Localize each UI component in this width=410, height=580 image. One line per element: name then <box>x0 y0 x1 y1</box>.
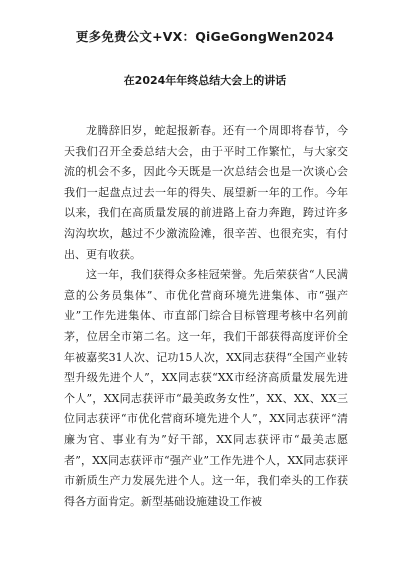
paragraph-opening: 龙腾辞旧岁，蛇起报新春。还有一个周即将春节，今天我们召开全委总结大会，由于平时工作繁忙，与大家交流的机会不多，因此今天既是一次总结会也是一次谈心会我们一起盘点过去一年的得失、展望新一年的工作。今年以来，我们在高质量发展的前进路上奋力奔跑，跨过许多沟沟坎坎，越过不少激流险滩，很辛苦、也很充实，有付出、更有收获。 <box>64 124 348 261</box>
document-body <box>64 121 348 512</box>
promo-header: 更多免费公文+VX：QiGeGongWen2024 <box>75 29 335 44</box>
document-title: 在2024年年终总结大会上的讲话 <box>123 74 287 87</box>
paragraph-achievements: 这一年，我们获得众多桂冠荣誉。先后荣获省“人民满意的公务员集体”、市优化营商环境先进集体、市“强产业”工作先进集体、市直部门综合目标管理考核中名列前茅，位居全市第二名。这一年，我们干部获得高度评价全年被嘉奖31人次、记功15人次，XX同志获得“全国产业转型升级先进个人”，XX同志获“XX市经济高质量发展先进个人”，XX同志获评市“最美政务女性”，XX、XX、XX三位同志获评“市优化营商环境先进个人”，XX同志获评“清廉为官、事业有为”好干部，XX同志获评市“最美志愿者”，XX同志获评市“强产业”工作先进个人，XX同志获评市新质生产力发展先进个人。这一年，我们牵头的工作获得各方面肯定。新型基础设施建设工作被 <box>64 268 348 508</box>
